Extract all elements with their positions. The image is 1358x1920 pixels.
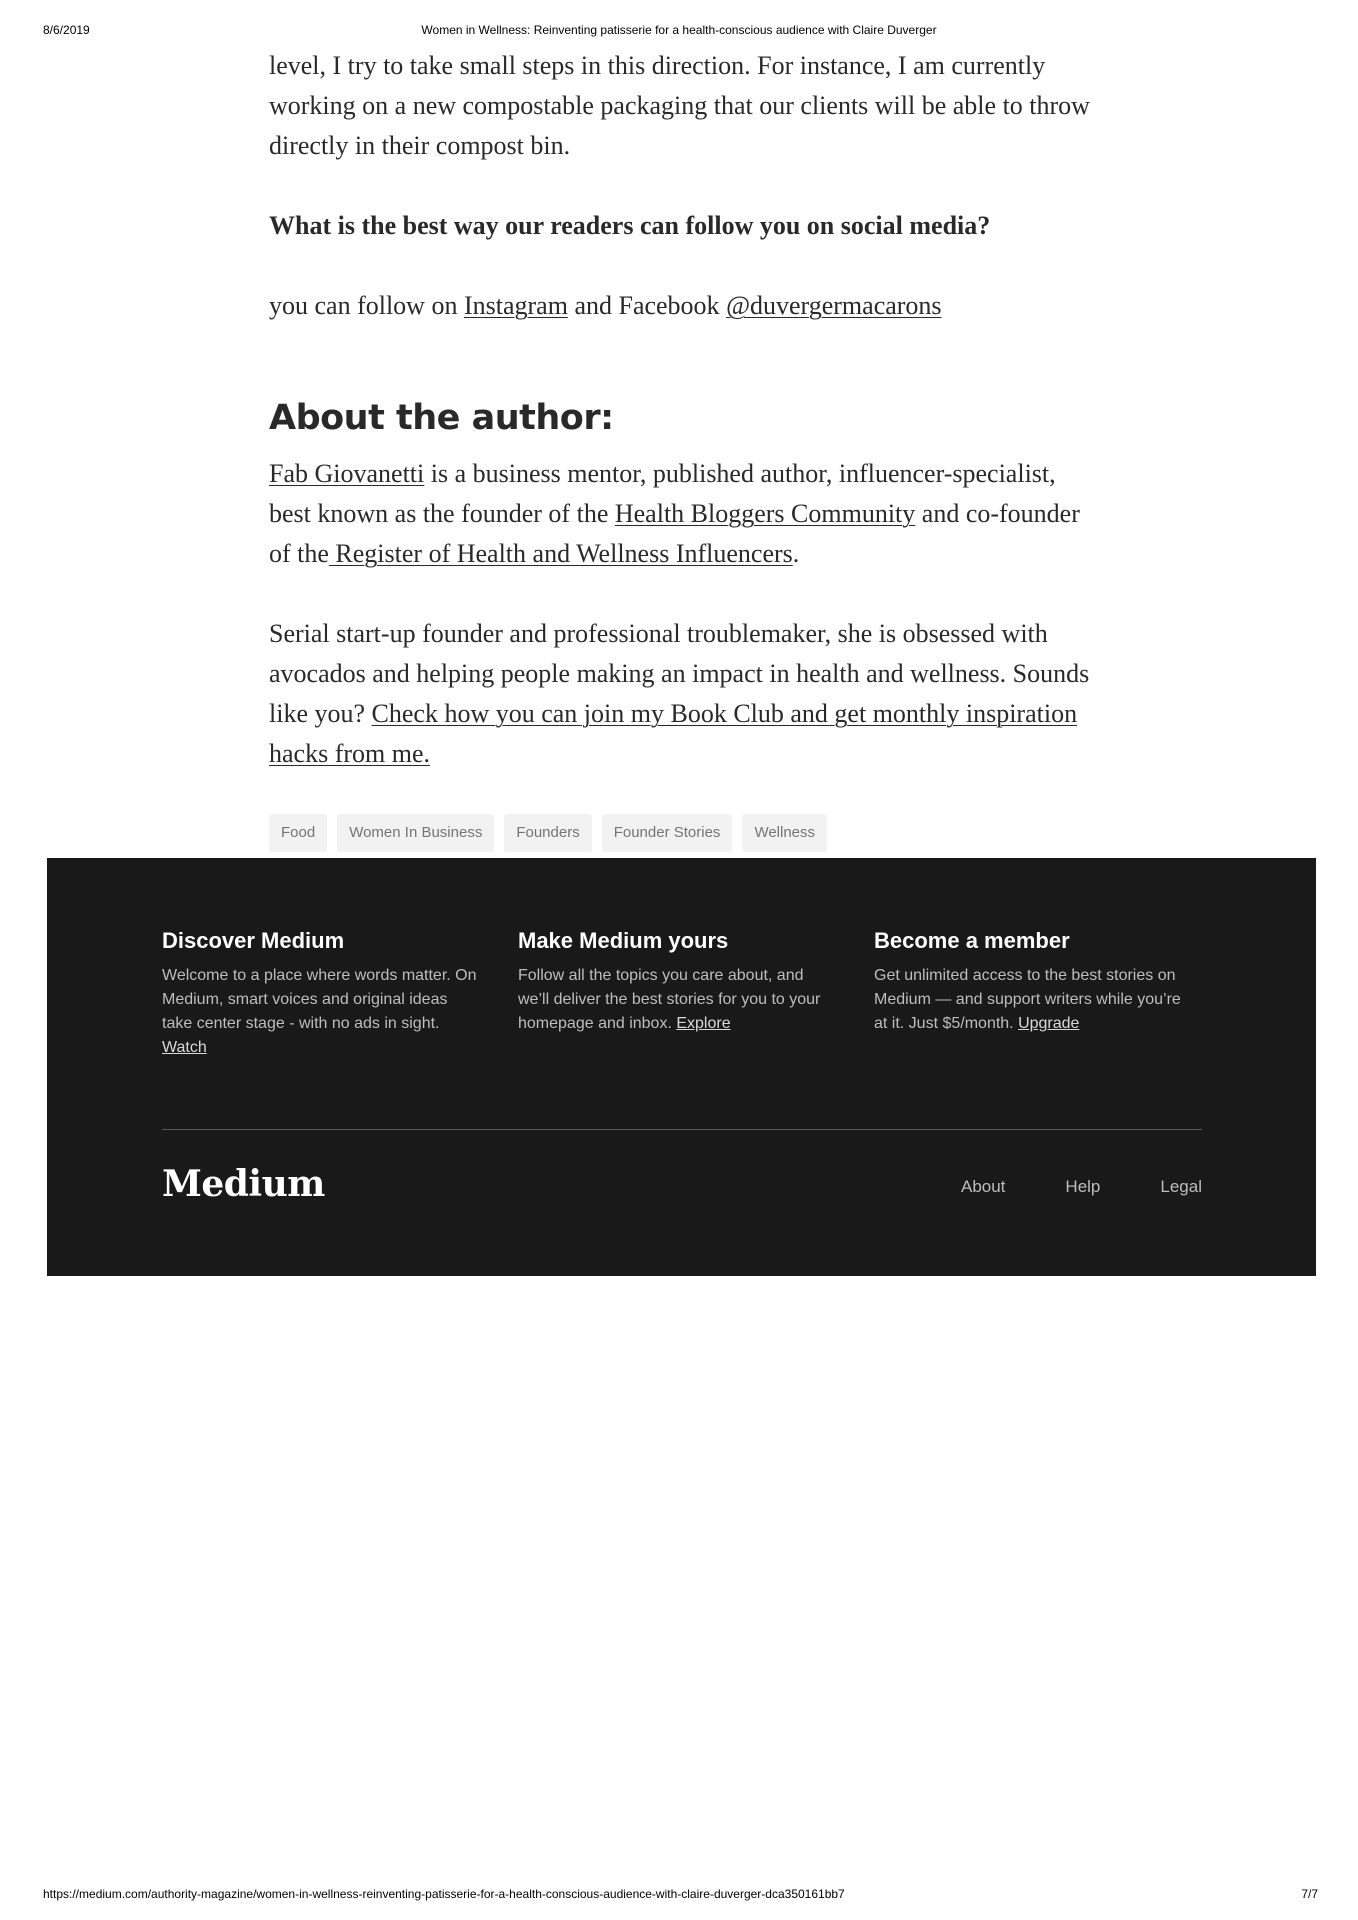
upgrade-link[interactable]: Upgrade xyxy=(1018,1015,1080,1032)
site-footer xyxy=(47,858,1316,1276)
intro-paragraph: level, I try to take small steps in this direction. For instance, I am currently working on a new compostable packaging that our clients will be able to throw directly in their compost bin. xyxy=(269,51,1090,160)
tag-founder-stories[interactable]: Founder Stories xyxy=(602,814,733,852)
author-link[interactable]: Fab Giovanetti xyxy=(269,459,425,488)
footer-column-title: Become a member xyxy=(874,928,1070,953)
bio-text-2: and co-founder of the xyxy=(269,499,1080,568)
book-club-link[interactable]: Check how you can join my Book Club and get monthly inspiration hacks from me. xyxy=(269,699,1078,768)
footer-column-body: Get unlimited access to the best stories on Medium — and support writers while you’re at it. Just $5/month. xyxy=(874,967,1181,1032)
footer-column-make-yours xyxy=(518,926,836,1036)
print-title: Women in Wellness: Reinventing patisserie for a health-conscious audience with Claire Duverger xyxy=(421,23,937,37)
about-author-heading: About the author: xyxy=(269,398,614,438)
footer-column-text xyxy=(518,964,836,1036)
footer-nav-legal[interactable]: Legal xyxy=(1160,1177,1202,1196)
footer-column-text xyxy=(874,964,1192,1036)
register-influencers-link[interactable]: Register of Health and Wellness Influencers xyxy=(328,539,793,568)
footer-column-text xyxy=(162,964,480,1060)
footer-column-title: Discover Medium xyxy=(162,928,345,953)
tag-women-in-business[interactable]: Women In Business xyxy=(337,814,494,852)
health-bloggers-community-link[interactable]: Health Bloggers Community xyxy=(614,499,916,528)
instagram-link[interactable]: Instagram xyxy=(463,291,568,320)
tag-food[interactable]: Food xyxy=(269,814,327,852)
medium-logo[interactable]: Medium xyxy=(162,1163,325,1205)
bio-text-1: is a business mentor, published author, influencer-specialist, best known as the founder of the xyxy=(269,459,1056,528)
print-header xyxy=(0,23,1358,39)
footer-divider xyxy=(162,1129,1202,1130)
footer-columns xyxy=(162,926,1202,1106)
question-paragraph: What is the best way our readers can follow you on social media? xyxy=(269,211,991,240)
footer-nav-about[interactable]: About xyxy=(960,1177,1006,1196)
print-url: https://medium.com/authority-magazine/women-in-wellness-reinventing-patisserie-for-a-health-conscious-audience-with-claire-duverger-dca350161bb7 xyxy=(43,1887,845,1901)
footer-nav xyxy=(961,1176,1202,1198)
print-footer xyxy=(0,1887,1358,1903)
footer-column-discover xyxy=(162,926,480,1060)
follow-middle: and Facebook xyxy=(567,291,727,320)
facebook-handle-link[interactable]: @duvergermacarons xyxy=(726,291,942,320)
bio-text-3: . xyxy=(792,539,800,568)
bio-paragraph-2 xyxy=(269,614,1099,774)
footer-nav-help[interactable]: Help xyxy=(1065,1177,1101,1196)
article-body xyxy=(269,46,1099,852)
tag-wellness[interactable]: Wellness xyxy=(742,814,827,852)
watch-link[interactable]: Watch xyxy=(162,1039,207,1056)
tag-founders[interactable]: Founders xyxy=(504,814,591,852)
bio-paragraph xyxy=(269,454,1099,574)
footer-column-member xyxy=(874,926,1192,1036)
footer-column-body: Welcome to a place where words matter. On Medium, smart voices and original ideas take center stage - with no ads in sight. xyxy=(162,967,477,1032)
follow-prefix: you can follow on xyxy=(269,291,464,320)
footer-column-title: Make Medium yours xyxy=(518,928,729,953)
bio2-text: Serial start-up founder and professional troublemaker, she is obsessed with avocados and helping people making an impact in health and wellness. Sounds like you? xyxy=(269,619,1090,728)
tag-list xyxy=(269,814,1099,852)
footer-column-body: Follow all the topics you care about, and we’ll deliver the best stories for you to your homepage and inbox. xyxy=(518,967,821,1032)
explore-link[interactable]: Explore xyxy=(676,1015,731,1032)
print-page-number: 7/7 xyxy=(1301,1887,1318,1901)
print-date: 8/6/2019 xyxy=(43,23,90,37)
follow-paragraph xyxy=(269,286,1099,326)
